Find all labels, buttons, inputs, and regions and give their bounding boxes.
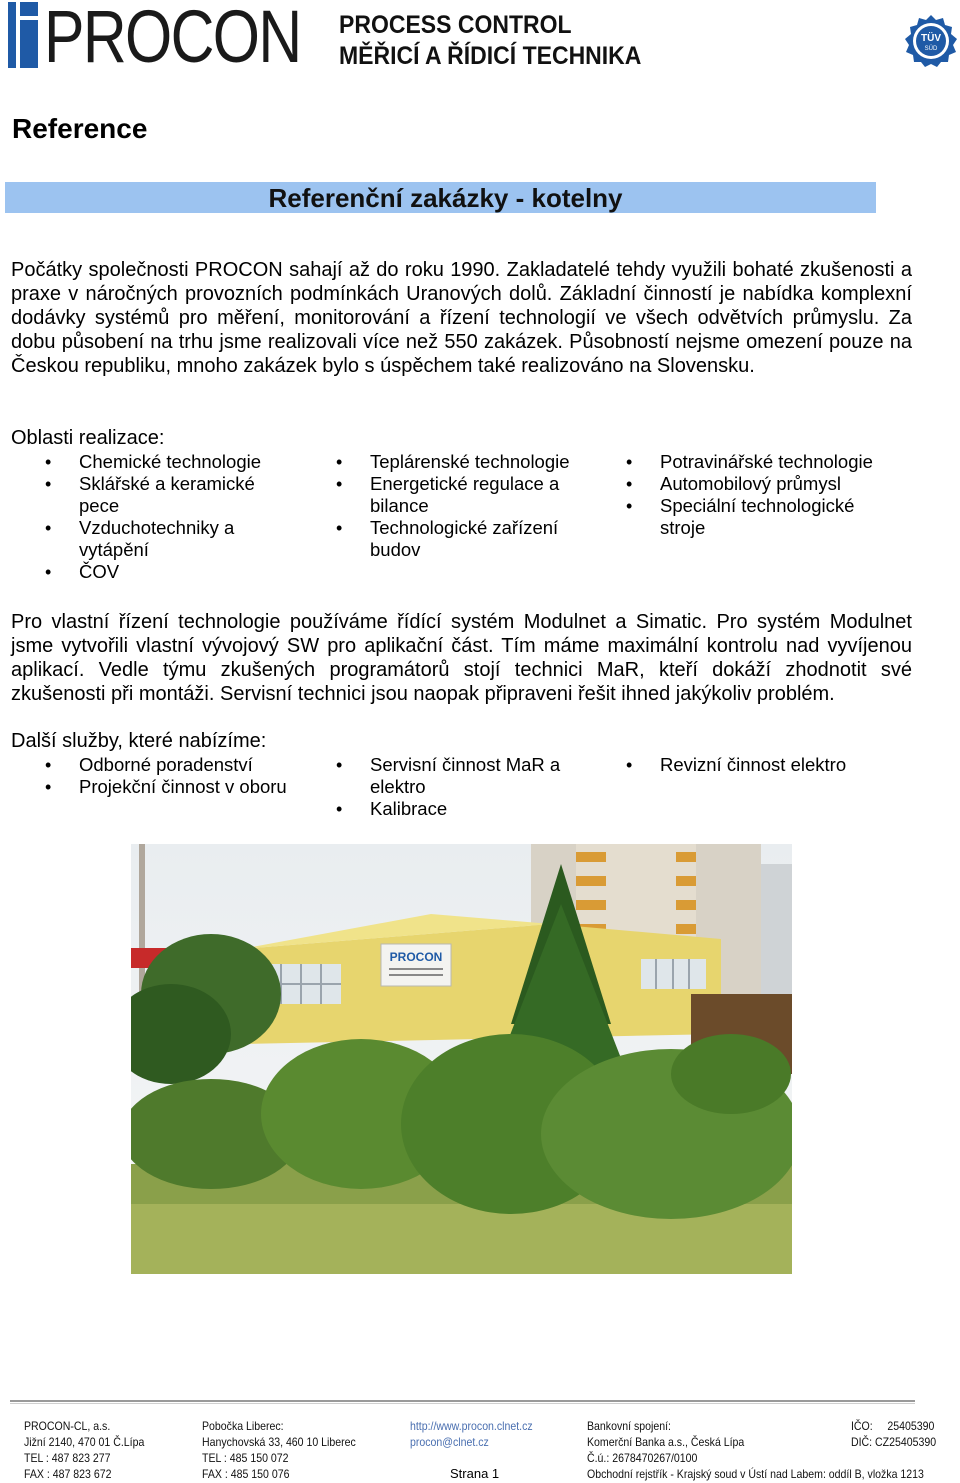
- footer-text: Komerční Banka a.s., Česká Lípa: [587, 1435, 745, 1449]
- list-item: • Odborné poradenství: [45, 754, 295, 776]
- page-number: Strana 1: [450, 1466, 500, 1481]
- page-heading: Reference: [12, 113, 148, 144]
- building-photo: [131, 844, 792, 1274]
- photo-sign-text: PROCON: [389, 950, 443, 964]
- header-title-line2: MĚŘICÍ A ŘÍDICÍ TECHNIKA: [339, 42, 642, 70]
- list-item: • Energetické regulace a bilance: [336, 473, 586, 517]
- header-title-line1: PROCESS CONTROL: [339, 11, 572, 39]
- footer-text: PROCON-CL, a.s.: [24, 1419, 111, 1433]
- logo-mark-icon: [8, 2, 38, 68]
- footer-web: [410, 1418, 533, 1450]
- list-item: • Automobilový průmysl: [626, 473, 876, 495]
- footer-text: FAX : 487 823 672: [24, 1467, 112, 1481]
- tuv-badge-subtext: SÜD: [924, 46, 938, 52]
- footer-branch: [202, 1418, 356, 1482]
- footer-text: Jižní 2140, 470 01 Č.Lípa: [24, 1435, 145, 1449]
- procon-logo: [8, 0, 301, 78]
- website-link[interactable]: http://www.procon.clnet.cz: [410, 1419, 533, 1433]
- email-link[interactable]: procon@clnet.cz: [410, 1435, 489, 1449]
- services-list-col1: [45, 754, 295, 798]
- footer-text: Č.ú.: 2678470267/0100: [587, 1451, 698, 1465]
- header-title: [339, 10, 641, 72]
- footer-text: TEL : 485 150 072: [202, 1451, 289, 1465]
- services-label: Další služby, které nabízíme:: [11, 730, 267, 752]
- footer-ids: [851, 1418, 936, 1450]
- list-item: • Vzduchotechniky a vytápění: [45, 517, 295, 561]
- footer-text: IČO: 25405390: [851, 1419, 935, 1433]
- areas-list-col2: [336, 451, 586, 561]
- list-item: • Revizní činnost elektro: [626, 754, 876, 776]
- footer-divider-shadow: [10, 1403, 915, 1404]
- footer-text: Hanychovská 33, 460 10 Liberec: [202, 1435, 356, 1449]
- list-item: • Projekční činnost v oboru: [45, 776, 295, 798]
- list-item: • Sklářské a keramické pece: [45, 473, 295, 517]
- footer-text: Pobočka Liberec:: [202, 1419, 284, 1433]
- list-item: • Potravinářské technologie: [626, 451, 876, 473]
- footer-company: [24, 1418, 144, 1482]
- control-paragraph: Pro vlastní řízení technologie používáme řídící systém Modulnet a Simatic. Pro systém Modulnet jsme vytvořili vlastní vývojový SW pro aplikační část. Tím máme maximální kontrolu nad vyvíjenou aplikací. Vedle týmu zkušených programátorů stojí technici MaR, kteří dokáží zhodnotit své zkušenosti při montáži. Servisní technici jsou naopak připraveni řešit ihned jakýkoliv problém.: [11, 611, 912, 705]
- list-item: • ČOV: [45, 561, 295, 583]
- list-item: • Kalibrace: [336, 798, 586, 820]
- services-list-col3: [626, 754, 876, 776]
- footer-text: DIČ: CZ25405390: [851, 1435, 937, 1449]
- list-item: • Teplárenské technologie: [336, 451, 586, 473]
- list-item: • Chemické technologie: [45, 451, 295, 473]
- areas-label: Oblasti realizace:: [11, 427, 165, 449]
- footer-text: FAX : 485 150 076: [202, 1467, 290, 1481]
- areas-list-col3: [626, 451, 876, 539]
- footer-divider: [10, 1400, 915, 1402]
- tuv-certification-icon: [904, 14, 958, 68]
- banner-title: Referenční zakázky - kotelny: [268, 183, 623, 213]
- logo-text: PROCON: [44, 0, 301, 78]
- services-list-col2: [336, 754, 586, 820]
- tuv-badge-text: TÜV: [921, 33, 941, 44]
- list-item: • Technologické zařízení budov: [336, 517, 586, 561]
- areas-list-col1: [45, 451, 295, 583]
- section-banner: [5, 182, 876, 213]
- footer-text: Obchodní rejstřík - Krajský soud v Ústí nad Labem: oddíl B, vložka 1213: [587, 1467, 924, 1481]
- footer-text: TEL : 487 823 277: [24, 1451, 111, 1465]
- intro-paragraph: Počátky společnosti PROCON sahají až do roku 1990. Zakladatelé tehdy využili bohaté zkušenosti a praxe v náročných provozních podmínkách Uranových dolů. Základní činností je nabídka komplexní dodávky systémů pro měření, monitorování a řízení technologií ve všech odvětvích průmyslu. Za dobu působení na trhu jsme realizovali více než 550 zakázek. Působností nejsme omezení pouze na Českou republiku, mnoho zakázek bylo s úspěchem také realizováno na Slovensku.: [11, 259, 912, 377]
- list-item: • Speciální technologické stroje: [626, 495, 876, 539]
- footer-text: Bankovní spojení:: [587, 1419, 671, 1433]
- list-item: • Servisní činnost MaR a elektro: [336, 754, 586, 798]
